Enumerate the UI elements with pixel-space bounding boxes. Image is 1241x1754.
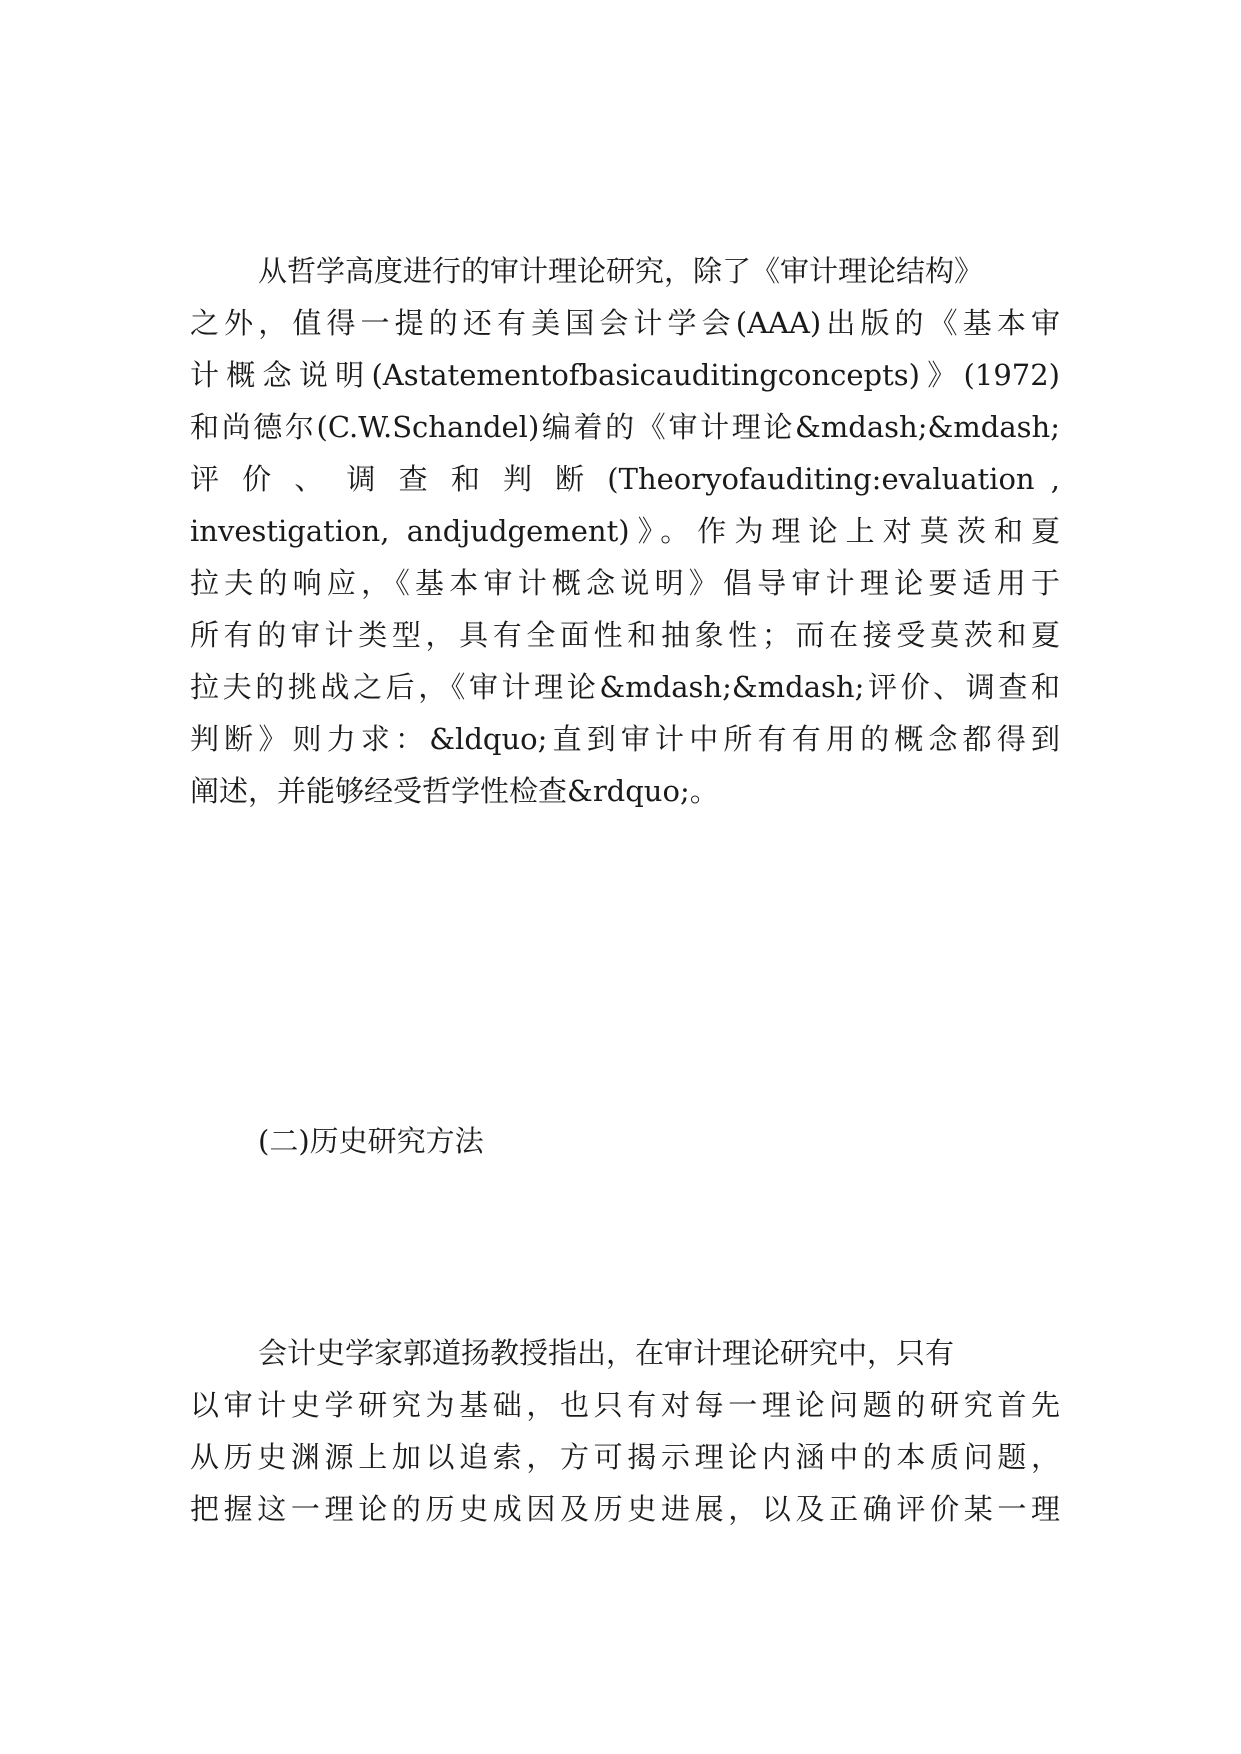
- paragraph-line: 之外，值得一提的还有美国会计学会(AAA)出版的《基本审: [190, 306, 1060, 340]
- paragraph-line: 计概念说明(Astatementofbasicauditingconcepts)》(1972): [190, 358, 1060, 392]
- paragraph-line: 判断》则力求：&ldquo;直到审计中所有有用的概念都得到: [190, 722, 1060, 756]
- paragraph-line: 阐述，并能够经受哲学性检查&rdquo;。: [190, 774, 719, 808]
- paragraph-line: 拉夫的响应，《基本审计概念说明》倡导审计理论要适用于: [190, 566, 1060, 600]
- paragraph-line: 从哲学高度进行的审计理论研究，除了《审计理论结构》: [258, 254, 984, 288]
- section-heading: (二)历史研究方法: [258, 1124, 484, 1158]
- paragraph-line: 拉夫的挑战之后，《审计理论&mdash;&mdash;评价、调查和: [190, 670, 1060, 704]
- paragraph-line: 会计史学家郭道扬教授指出，在审计理论研究中，只有: [258, 1336, 955, 1370]
- paragraph-line: 从历史渊源上加以追索，方可揭示理论内涵中的本质问题，: [190, 1440, 1060, 1474]
- paragraph-line: 所有的审计类型，具有全面性和抽象性；而在接受莫茨和夏: [190, 618, 1060, 652]
- paragraph-line: 以审计史学研究为基础，也只有对每一理论问题的研究首先: [190, 1388, 1060, 1422]
- paragraph-line: 把握这一理论的历史成因及历史进展，以及正确评价某一理: [190, 1492, 1060, 1526]
- paragraph-line: investigation, andjudgement)》。作为理论上对莫茨和夏: [190, 514, 1060, 548]
- paragraph-line: 评 价 、 调 查 和 判 断 (Theoryofauditing:evaluation ,: [190, 462, 1060, 496]
- paragraph-line: 和尚德尔(C.W.Schandel)编着的《审计理论&mdash;&mdash;: [190, 410, 1060, 444]
